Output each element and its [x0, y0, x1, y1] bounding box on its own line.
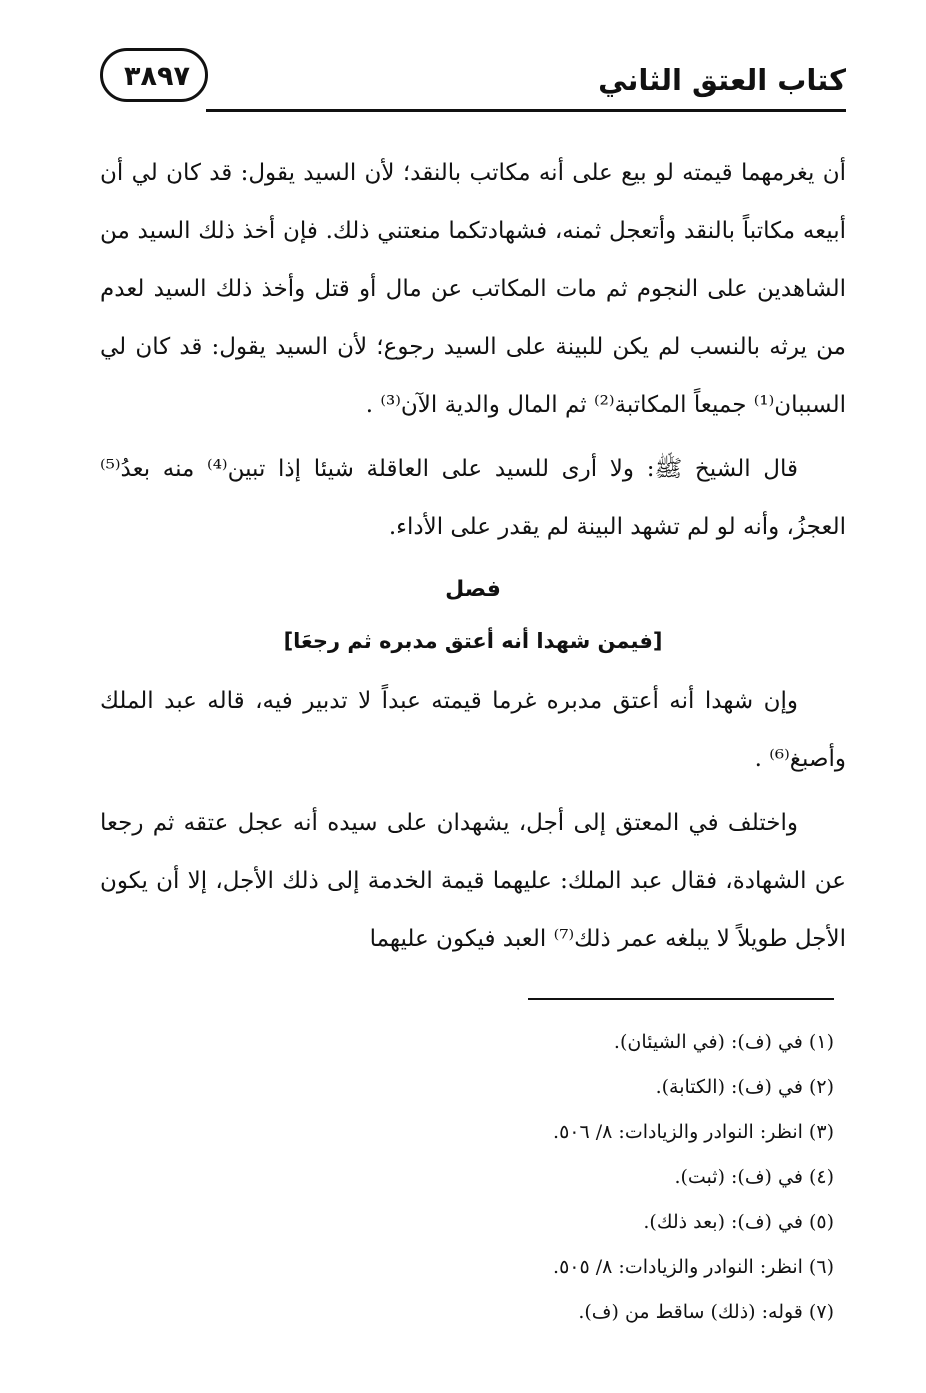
- main-text: [100, 144, 846, 968]
- paragraph: وإن شهدا أنه أعتق مدبره غرما قيمته عبداً لا تدبير فيه، قاله عبد الملك وأصبغ⁽⁶⁾ .: [100, 688, 846, 772]
- footnote: (٧) قوله: (ذلك) ساقط من (ف).: [578, 1301, 834, 1323]
- page-number-frame: [100, 48, 208, 102]
- footnote-separator: [528, 998, 834, 1000]
- footnote: (١) في (ف): (في الشيئان).: [613, 1031, 834, 1053]
- paragraph: أن يغرمهما قيمته لو بيع على أنه مكاتب بالنقد؛ لأن السيد يقول: قد كان لي أن أبيعه مكاتباً بالنقد وأتعجل ثمنه، فشهادتكما منعتني ذلك. فإن أخذ ذلك السيد من الشاهدين على النجوم ثم مات المكاتب عن مال أو قتل وأخذ ذلك السيد لعدم من يرثه بالنسب لم يكن للبينة على السيد رجوع؛ لأن السيد يقول: قد كان لي السببان⁽¹⁾ جميعاً المكاتبة⁽²⁾ ثم المال والدية الآن⁽³⁾ .: [100, 160, 846, 418]
- paragraph: واختلف في المعتق إلى أجل، يشهدان على سيده أنه عجل عتقه ثم رجعا عن الشهادة، فقال عبد الملك: عليهما قيمة الخدمة إلى ذلك الأجل، إلا أن يكون الأجل طويلاً لا يبلغه عمر ذلك⁽⁷⁾ العبد فيكون عليهما: [100, 810, 846, 952]
- footnote: (٣) انظر: النوادر والزيادات: ٨/ ٥٠٦.: [553, 1121, 834, 1143]
- page-header: [100, 48, 846, 124]
- paragraph: قال الشيخ ﷺ: ولا أرى للسيد على العاقلة شيئا إذا تبين⁽⁴⁾ منه بعدُ⁽⁵⁾ العجزُ، وأنه لو لم تشهد البينة لم يقدر على الأداء.: [100, 456, 846, 540]
- header-rule: [206, 109, 846, 112]
- page-number: ٣٨٩٧: [124, 61, 190, 92]
- footnotes: [94, 1020, 834, 1335]
- footnote: (٤) في (ف): (ثبت).: [674, 1166, 834, 1188]
- section-heading: فصل: [445, 577, 501, 602]
- footnote: (٦) انظر: النوادر والزيادات: ٨/ ٥٠٥.: [553, 1256, 834, 1278]
- footnote: (٢) في (ف): (الكتابة).: [655, 1076, 834, 1098]
- book-title: كتاب العتق الثاني: [598, 63, 846, 97]
- section-subheading: [فيمن شهدا أنه أعتق مدبره ثم رجعَا]: [283, 629, 663, 653]
- footnote: (٥) في (ف): (بعد ذلك).: [643, 1211, 834, 1233]
